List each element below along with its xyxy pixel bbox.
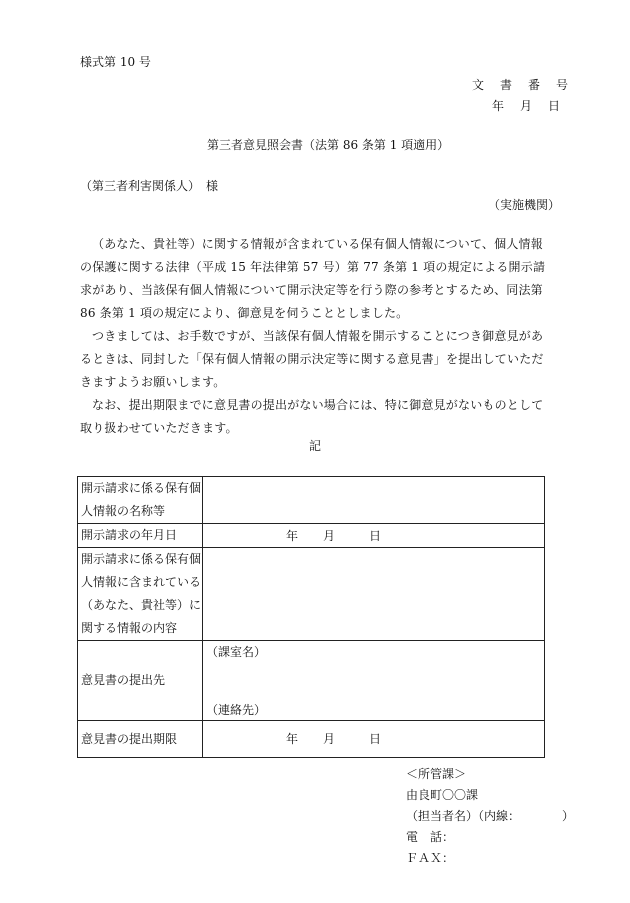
contact-phone: 電 話：	[406, 830, 455, 844]
table-row	[78, 721, 545, 758]
month-label: 月	[323, 732, 336, 746]
year-label: 年	[286, 528, 299, 543]
table-label: 開示請求の年月日	[78, 524, 203, 548]
table-value	[203, 721, 545, 758]
table-value	[203, 548, 545, 641]
dept-name-label: （課室名）	[206, 645, 267, 659]
contact-section: ＜所管課＞	[406, 767, 467, 781]
document-title: 第三者意見照会書（法第 86 条第 1 項適用）	[207, 138, 450, 152]
table-row	[78, 477, 545, 524]
body-paragraph: なお、提出期限までに意見書の提出がない場合には、特に御意見がないものとして取り扱わせていただきます。	[80, 398, 544, 435]
table-row	[78, 548, 545, 641]
table-value	[203, 641, 545, 721]
addressee: （第三者利害関係人） 様	[80, 179, 219, 193]
year-label: 年	[286, 732, 299, 746]
info-table	[77, 476, 545, 758]
month-label: 月	[323, 528, 336, 543]
table-label: 意見書の提出期限	[78, 721, 203, 758]
table-row	[78, 524, 545, 548]
table-label: 意見書の提出先	[78, 641, 203, 721]
body-paragraph: （あなた、貴社等）に関する情報が含まれている保有個人情報について、個人情報の保護に関する法律（平成 15 年法律第 57 号）第 77 条第 1 項の規定による開示請求があり、当該保有個人情報について開示決定等を行う際の参考とするため、同法第 86 条第 1 項の規定により、御意見を伺うこととしました。	[80, 237, 546, 320]
contact-person: （担当者名）（内線： ）	[406, 809, 575, 823]
body-paragraph: つきましては、お手数ですが、当該保有個人情報を開示することにつき御意見があるときは、同封した「保有個人情報の開示決定等に関する意見書」を提出していただきますようお願いします。	[80, 329, 544, 389]
table-row	[78, 641, 545, 721]
document-number-label: 文 書 番 号	[472, 78, 571, 92]
table-value	[203, 477, 545, 524]
contact-label: （連絡先）	[206, 703, 267, 717]
date-label: 年 月 日	[492, 99, 563, 113]
table-label: 開示請求に係る保有個人情報に含まれている（あなた、貴社等）に関する情報の内容	[78, 548, 203, 641]
table-value	[203, 524, 545, 548]
day-label: 日	[369, 732, 382, 746]
day-label: 日	[369, 528, 382, 543]
table-label: 開示請求に係る保有個人情報の名称等	[78, 477, 203, 524]
body-text	[80, 233, 552, 440]
form-number: 様式第 10 号	[80, 55, 151, 69]
sender-agency: （実施機関）	[488, 198, 561, 212]
contact-fax: ＦＡＸ：	[406, 851, 455, 865]
contact-dept: 由良町〇〇課	[406, 788, 479, 802]
ki-heading: 記	[309, 439, 322, 453]
